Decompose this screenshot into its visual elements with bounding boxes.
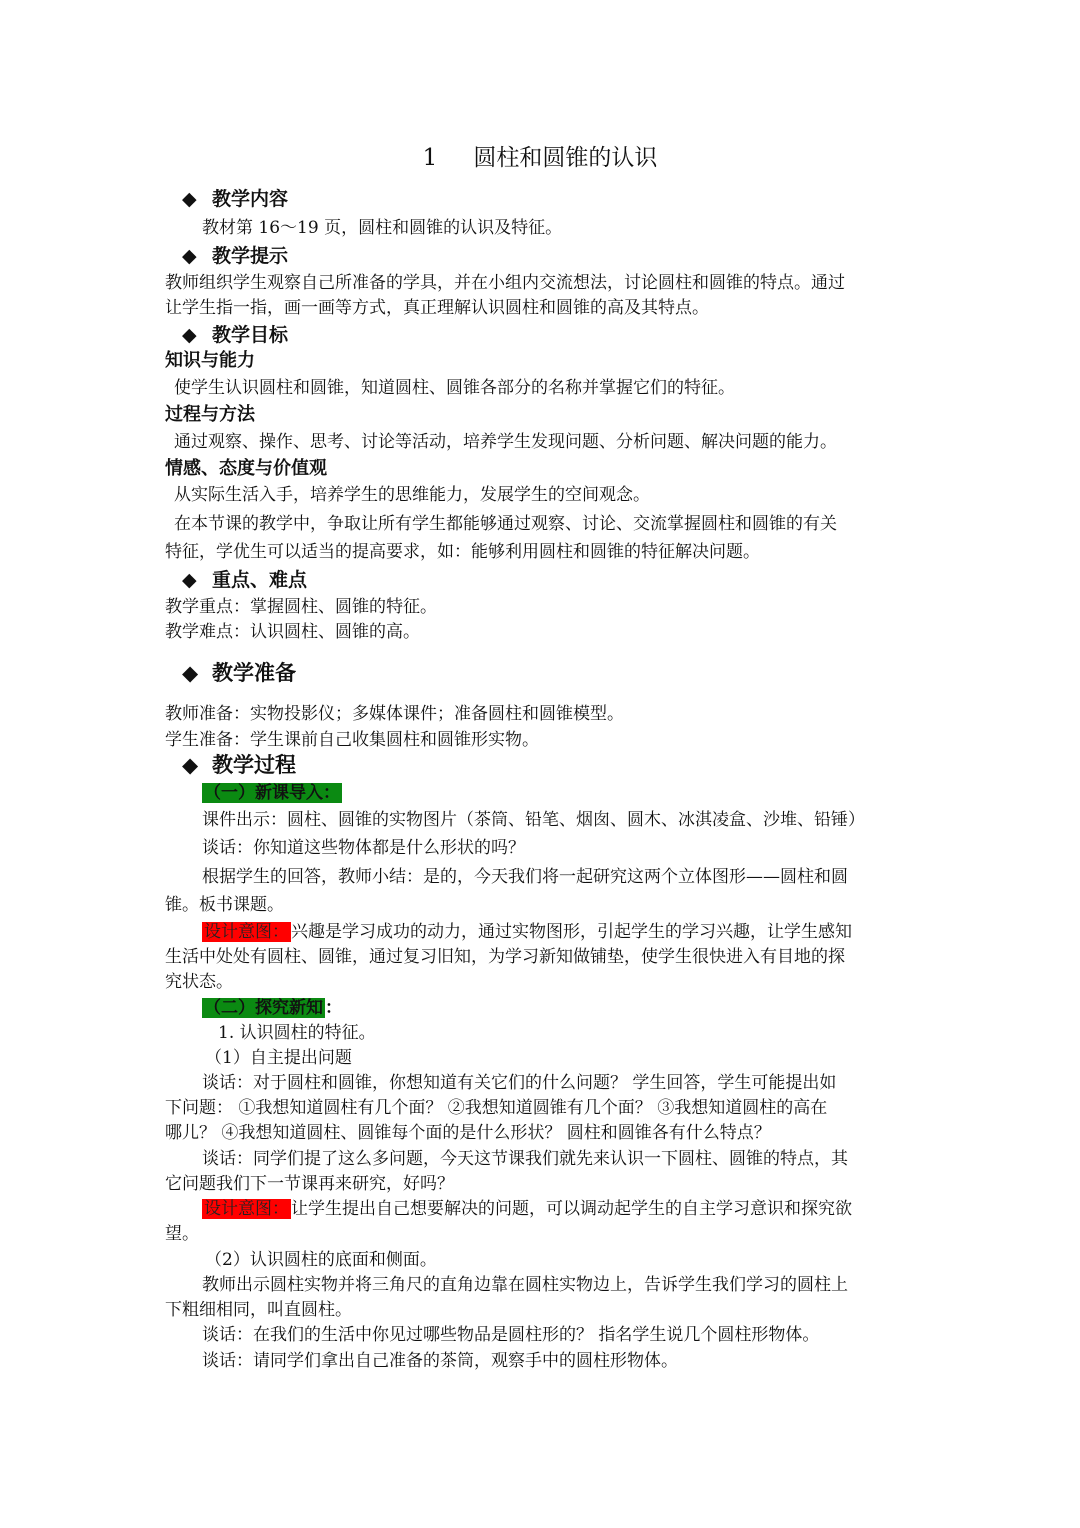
final-line: 教师出示圆柱实物并将三角尺的直角边靠在圆柱实物边上，告诉学生我们学习的圆柱上 bbox=[202, 1275, 848, 1295]
tips-line: 教师组织学生观察自己所准备的学具，并在小组内交流想法，讨论圆柱和圆锥的特点。通过 bbox=[165, 273, 845, 293]
page-title bbox=[0, 142, 1080, 174]
diamond-bullet-icon: ◆ bbox=[182, 188, 197, 210]
diamond-bullet-icon: ◆ bbox=[182, 245, 197, 267]
design-note-1-line: 究状态。 bbox=[165, 972, 233, 992]
step1a: （1）自主提出问题 bbox=[205, 1048, 352, 1068]
prep-line: 学生准备：学生课前自己收集圆柱和圆锥形实物。 bbox=[165, 730, 539, 750]
heading-tips: ◆ 教学提示 bbox=[182, 245, 289, 267]
diamond-bullet-icon: ◆ bbox=[182, 660, 199, 685]
emotion-label: 情感、态度与价值观 bbox=[165, 458, 327, 479]
heading-goals: ◆ 教学目标 bbox=[182, 324, 289, 346]
process-label: 过程与方法 bbox=[165, 404, 255, 425]
key-line: 教学难点：认识圆柱、圆锥的高。 bbox=[165, 622, 420, 642]
goals-extra-line: 在本节课的教学中，争取让所有学生都能够通过观察、讨论、交流掌握圆柱和圆锥的有关 bbox=[174, 514, 837, 534]
talk-line: 哪儿？ ④我想知道圆柱、圆锥每个面的是什么形状？ 圆柱和圆锥各有什么特点？ bbox=[165, 1123, 771, 1143]
goals-extra-line: 特征，学优生可以适当的提高要求，如：能够利用圆柱和圆锥的特征解决问题。 bbox=[165, 542, 760, 562]
part2-tag: （二）探究新知 bbox=[204, 998, 323, 1018]
knowledge-text: 使学生认识圆柱和圆锥，知道圆柱、圆锥各部分的名称并掌握它们的特征。 bbox=[174, 378, 735, 398]
part1-line: 锥。板书课题。 bbox=[165, 895, 284, 915]
heading-content: ◆ 教学内容 bbox=[182, 188, 289, 210]
design-note-1: 设计意图： 兴趣是学习成功的动力，通过实物图形，引起学生的学习兴趣，让学生感知 bbox=[204, 922, 852, 942]
part1-line: 根据学生的回答，教师小结：是的，今天我们将一起研究这两个立体图形——圆柱和圆 bbox=[202, 867, 848, 887]
part2-heading: （二）探究新知 ： bbox=[204, 998, 342, 1018]
design-intent-tag: 设计意图： bbox=[204, 1199, 289, 1219]
part1-line: 谈话：你知道这些物体都是什么形状的吗？ bbox=[202, 838, 525, 858]
part1-tag: （一）新课导入： bbox=[204, 783, 340, 803]
part1-line: 课件出示：圆柱、圆锥的实物图片（茶筒、铅笔、烟囱、圆木、冰淇凌盒、沙堆、铅锤） bbox=[202, 810, 865, 830]
content-text: 教材第 16～19 页，圆柱和圆锥的认识及特征。 bbox=[202, 218, 563, 238]
final-line: 下粗细相同，叫直圆柱。 bbox=[165, 1300, 352, 1320]
prep-line: 教师准备：实物投影仪；多媒体课件；准备圆柱和圆锥模型。 bbox=[165, 704, 624, 724]
knowledge-label: 知识与能力 bbox=[165, 350, 255, 371]
design-note-2: 设计意图： 让学生提出自己想要解决的问题，可以调动起学生的自主学习意识和探究欲 bbox=[204, 1199, 852, 1219]
talk-line: 下问题： ①我想知道圆柱有几个面？ ②我想知道圆锥有几个面？ ③我想知道圆柱的高在 bbox=[165, 1098, 828, 1118]
tips-line: 让学生指一指，画一画等方式，真正理解认识圆柱和圆锥的高及其特点。 bbox=[165, 298, 709, 318]
heading-key: ◆ 重点、难点 bbox=[182, 569, 308, 591]
heading-prep: ◆ 教学准备 bbox=[182, 660, 296, 685]
design-note-1-line: 生活中处处有圆柱、圆锥，通过复习旧知，为学习新知做铺垫，使学生很快进入有目地的探 bbox=[165, 947, 845, 967]
key-line: 教学重点：掌握圆柱、圆锥的特征。 bbox=[165, 597, 437, 617]
part1-heading bbox=[202, 781, 962, 805]
emotion-text: 从实际生活入手，培养学生的思维能力，发展学生的空间观念。 bbox=[174, 485, 650, 505]
process-text: 通过观察、操作、思考、讨论等活动，培养学生发现问题、分析问题、解决问题的能力。 bbox=[174, 432, 837, 452]
talk2-line: 它问题我们下一节课再来研究，好吗？ bbox=[165, 1174, 454, 1194]
diamond-bullet-icon: ◆ bbox=[182, 752, 199, 777]
design-intent-tag: 设计意图： bbox=[204, 922, 289, 942]
title-text: 圆柱和圆锥的认识 bbox=[473, 145, 658, 171]
step1b: （2）认识圆柱的底面和侧面。 bbox=[205, 1250, 437, 1270]
diamond-bullet-icon: ◆ bbox=[182, 569, 197, 591]
heading-process: ◆ 教学过程 bbox=[182, 752, 296, 777]
step1: 1. 认识圆柱的特征。 bbox=[218, 1023, 376, 1043]
title-number: 1 bbox=[422, 145, 438, 171]
talk2-line: 谈话：同学们提了这么多问题，今天这节课我们就先来认识一下圆柱、圆锥的特点，其 bbox=[202, 1149, 848, 1169]
final-line: 谈话：请同学们拿出自己准备的茶筒，观察手中的圆柱形物体。 bbox=[202, 1351, 678, 1371]
talk-line: 谈话：对于圆柱和圆锥，你想知道有关它们的什么问题？ 学生回答，学生可能提出如 bbox=[202, 1073, 837, 1093]
diamond-bullet-icon: ◆ bbox=[182, 324, 197, 346]
final-line: 谈话：在我们的生活中你见过哪些物品是圆柱形的？ 指名学生说几个圆柱形物体。 bbox=[202, 1325, 820, 1345]
design-note-2-line: 望。 bbox=[165, 1224, 199, 1244]
